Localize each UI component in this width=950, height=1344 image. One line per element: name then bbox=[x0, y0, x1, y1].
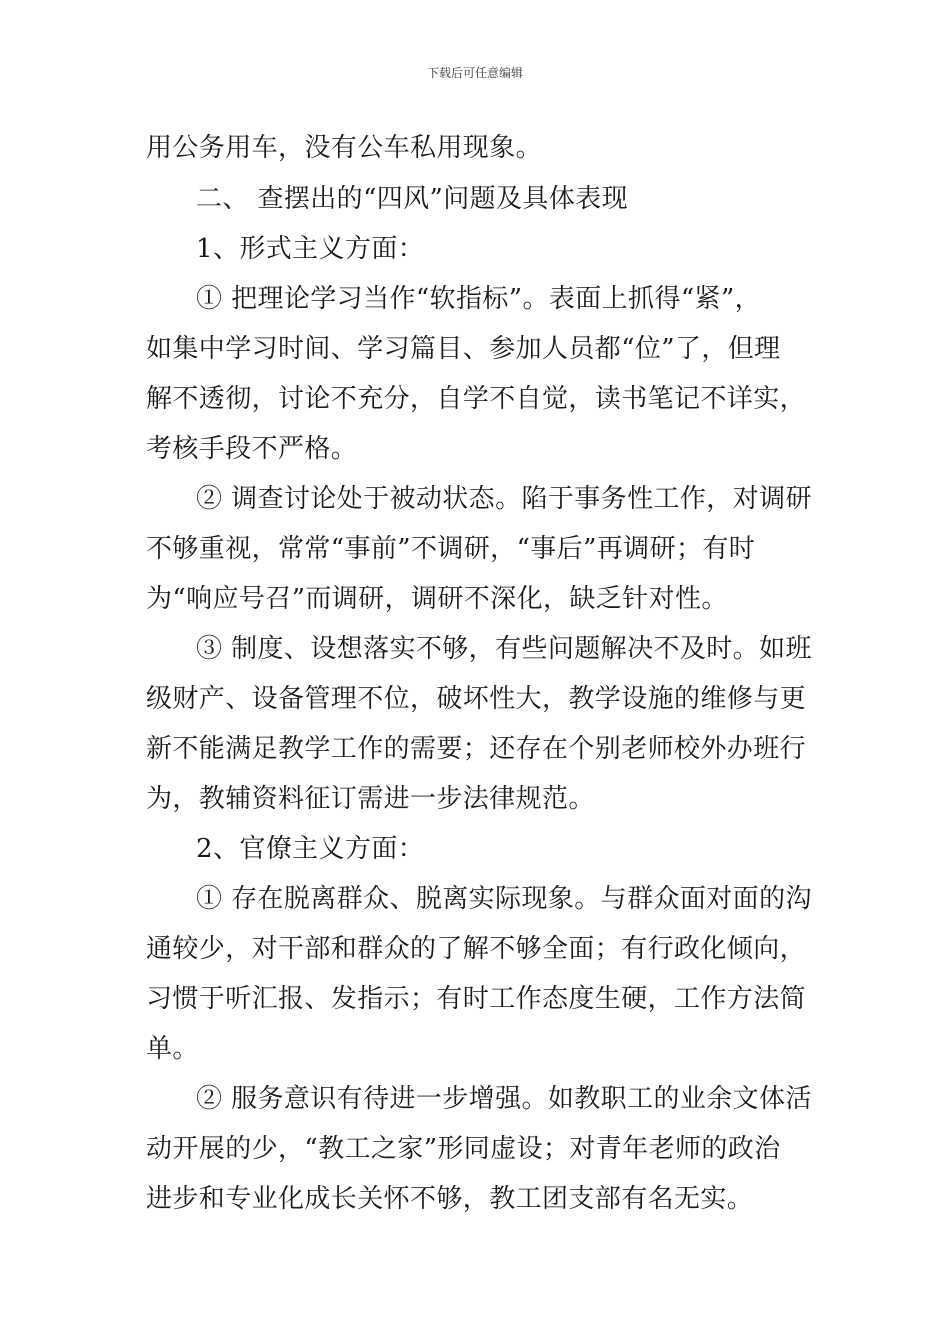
body-line: 单。 bbox=[146, 1034, 199, 1064]
body-line: 为“响应号召”而调研，调研不深化，缺乏针对性。 bbox=[146, 584, 728, 614]
body-line: 新不能满足教学工作的需要；还存在个别老师校外办班行 bbox=[146, 734, 807, 764]
body-line: 如集中学习时间、学习篇目、参加人员都“位”了，但理 bbox=[146, 334, 781, 364]
subsection-heading: 1、形式主义方面： bbox=[196, 234, 425, 264]
body-line: 解不透彻，讨论不充分，自学不自觉，读书笔记不详实， bbox=[146, 384, 807, 414]
body-line: 考核手段不严格。 bbox=[146, 434, 358, 464]
subsection-heading: 2、官僚主义方面： bbox=[196, 834, 425, 864]
section-heading: 二、 查摆出的“四风”问题及具体表现 bbox=[196, 184, 629, 214]
body-line: ① 存在脱离群众、脱离实际现象。与群众面对面的沟 bbox=[196, 884, 812, 914]
page-header: 下载后可任意编辑 bbox=[426, 66, 523, 80]
body-line: ① 把理论学习当作“软指标”。表面上抓得“紧”， bbox=[196, 284, 762, 314]
body-line: 动开展的少，“教工之家”形同虚设；对青年老师的政治 bbox=[146, 1134, 781, 1164]
body-line: ② 服务意识有待进一步增强。如教职工的业余文体活 bbox=[196, 1084, 812, 1114]
body-line: 用公务用车，没有公车私用现象。 bbox=[146, 133, 543, 163]
body-line: ② 调查讨论处于被动状态。陷于事务性工作，对调研 bbox=[196, 484, 812, 514]
body-line: 通较少，对干部和群众的了解不够全面；有行政化倾向， bbox=[146, 934, 807, 964]
body-line: 为，教辅资料征订需进一步法律规范。 bbox=[146, 784, 595, 814]
body-line: 级财产、设备管理不位，破坏性大，教学设施的维修与更 bbox=[146, 684, 807, 714]
body-line: 不够重视，常常“事前”不调研，“事后”再调研；有时 bbox=[146, 534, 756, 564]
body-line: 进步和专业化成长关怀不够，教工团支部有名无实。 bbox=[146, 1184, 754, 1214]
body-line: ③ 制度、设想落实不够，有些问题解决不及时。如班 bbox=[196, 634, 812, 664]
body-line: 习惯于听汇报、发指示；有时工作态度生硬，工作方法简 bbox=[146, 984, 807, 1014]
